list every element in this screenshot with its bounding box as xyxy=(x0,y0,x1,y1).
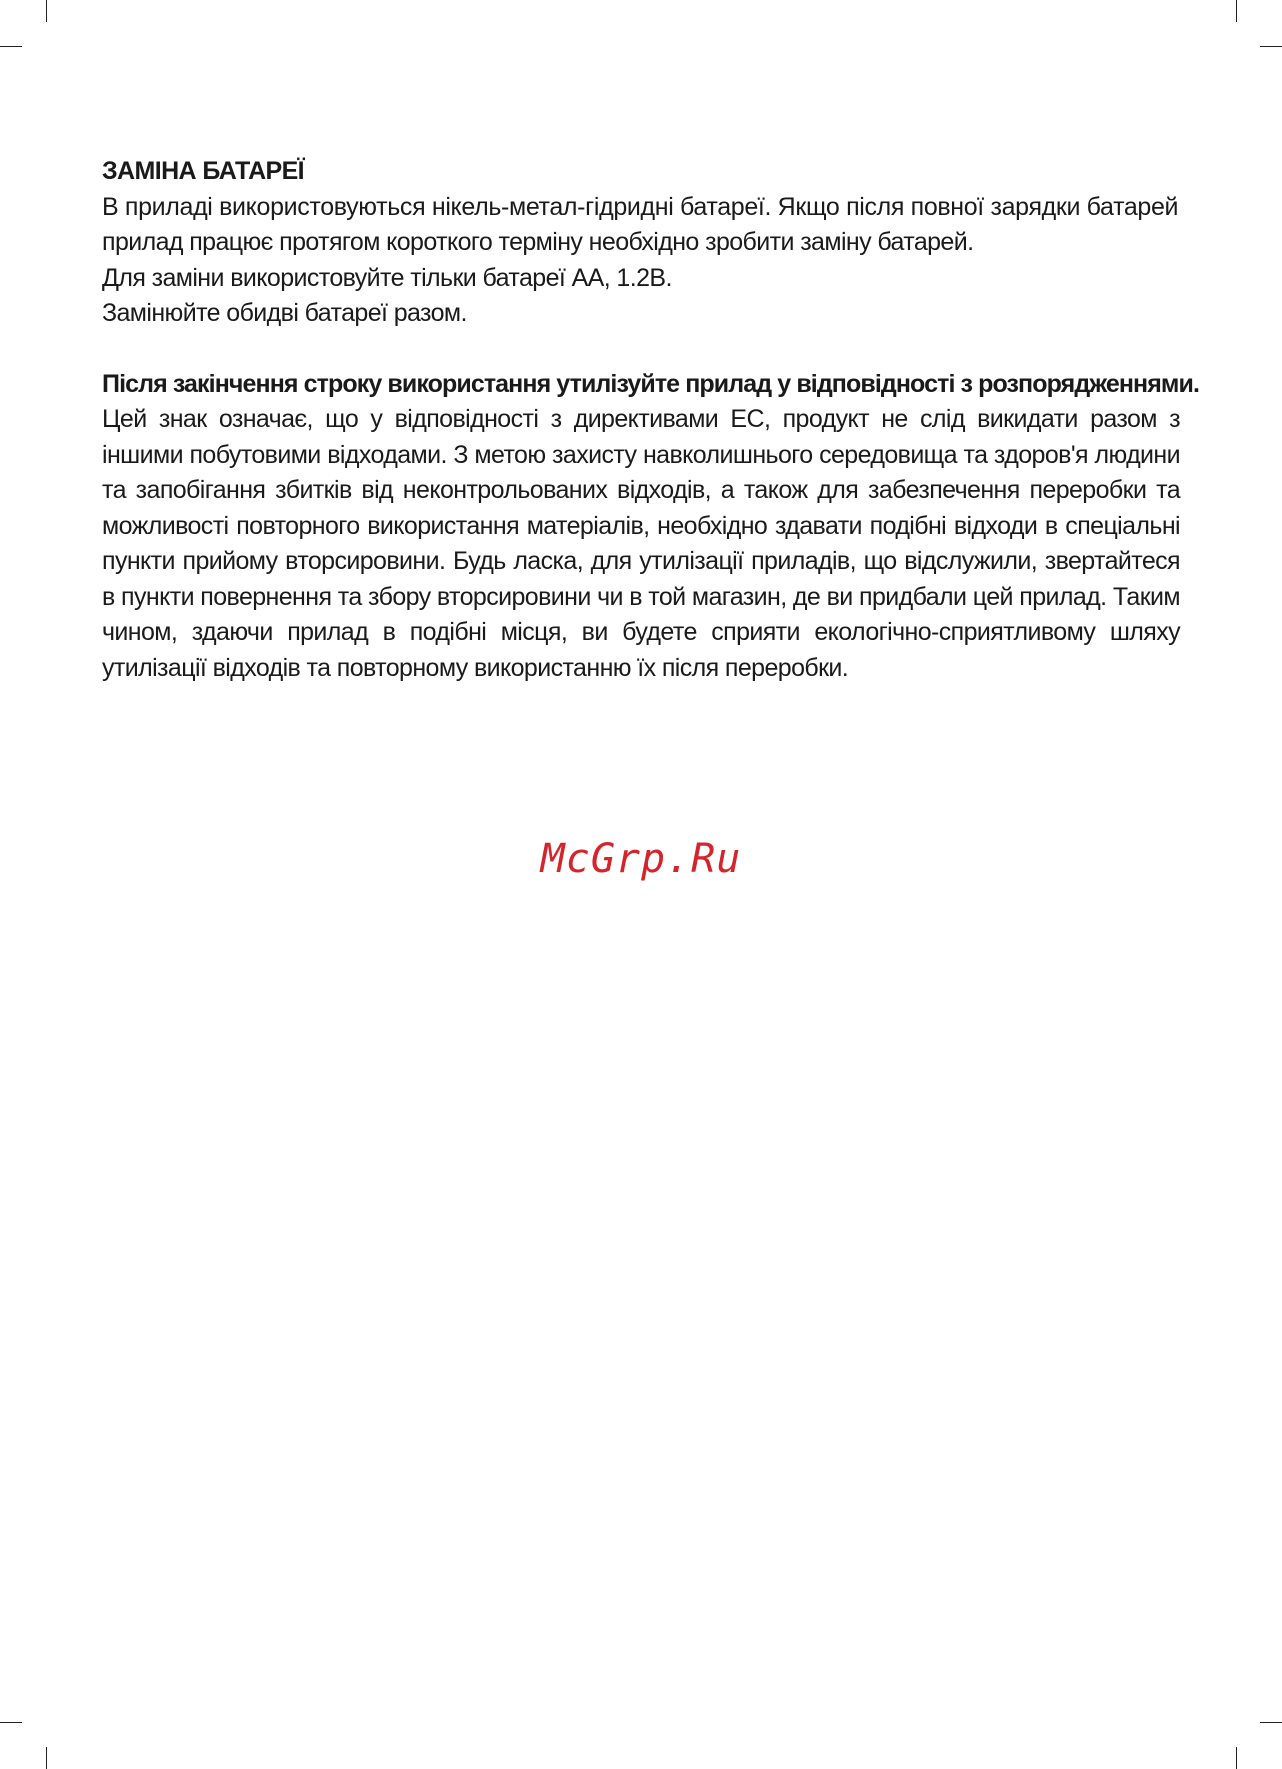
battery-replacement-section xyxy=(102,154,1180,332)
disposal-section-title: Після закінчення строку використання утилізуйте прилад у відповідності з розпорядженнями. xyxy=(102,369,1200,398)
battery-line-2: прилад працює протягом короткого терміну необхідно зробити заміну батарей. xyxy=(102,228,974,256)
crop-mark-top-right xyxy=(1236,0,1237,22)
section-spacer xyxy=(102,332,1180,367)
battery-line-3: Для заміни використовуйте тільки батареї АА, 1.2В. xyxy=(102,263,672,292)
crop-mark-bottom-right xyxy=(1236,1747,1237,1769)
battery-line-1: В приладі використовуються нікель-метал-гідридні батареї. Якщо після повної зарядки батарей xyxy=(102,192,1179,221)
crop-mark-top-left xyxy=(46,0,47,22)
disposal-section xyxy=(102,367,1200,687)
crop-mark-top-left-h xyxy=(0,46,22,47)
disposal-paragraph: Цей знак означає, що у відповідності з директивами ЕС, продукт не слід викидати разом з іншими побутовими відходами. З метою захисту навколишнього середовища та здоров'я людини та запобігання збитків від неконтрольованих відходів, а також для забезпечення переробки та можливості повторного використання матеріалів, необхідно здавати подібні відходи в спеціальні пункти прийому вторсировини. Будь ласка, для утилізації приладів, що відслужили, звертайтеся в пункти повернення та збору вторсировини чи в той магазин, де ви придбали цей прилад. Таким чином, здаючи прилад в подібні місця, ви будете сприяти екологічно-сприятливому шляху утилізації відходів та повторному використанню їх після переробки. xyxy=(102,405,1180,682)
crop-mark-bottom-right-h xyxy=(1260,1722,1282,1723)
crop-mark-bottom-left-h xyxy=(0,1722,22,1723)
crop-mark-top-right-h xyxy=(1260,46,1282,47)
crop-mark-bottom-left xyxy=(46,1747,47,1769)
watermark-logo: McGrp.Ru xyxy=(540,836,742,882)
page-content xyxy=(102,154,1200,686)
battery-line-4: Замінюйте обидві батареї разом. xyxy=(102,299,467,327)
battery-section-title: ЗАМІНА БАТАРЕЇ xyxy=(102,157,304,185)
